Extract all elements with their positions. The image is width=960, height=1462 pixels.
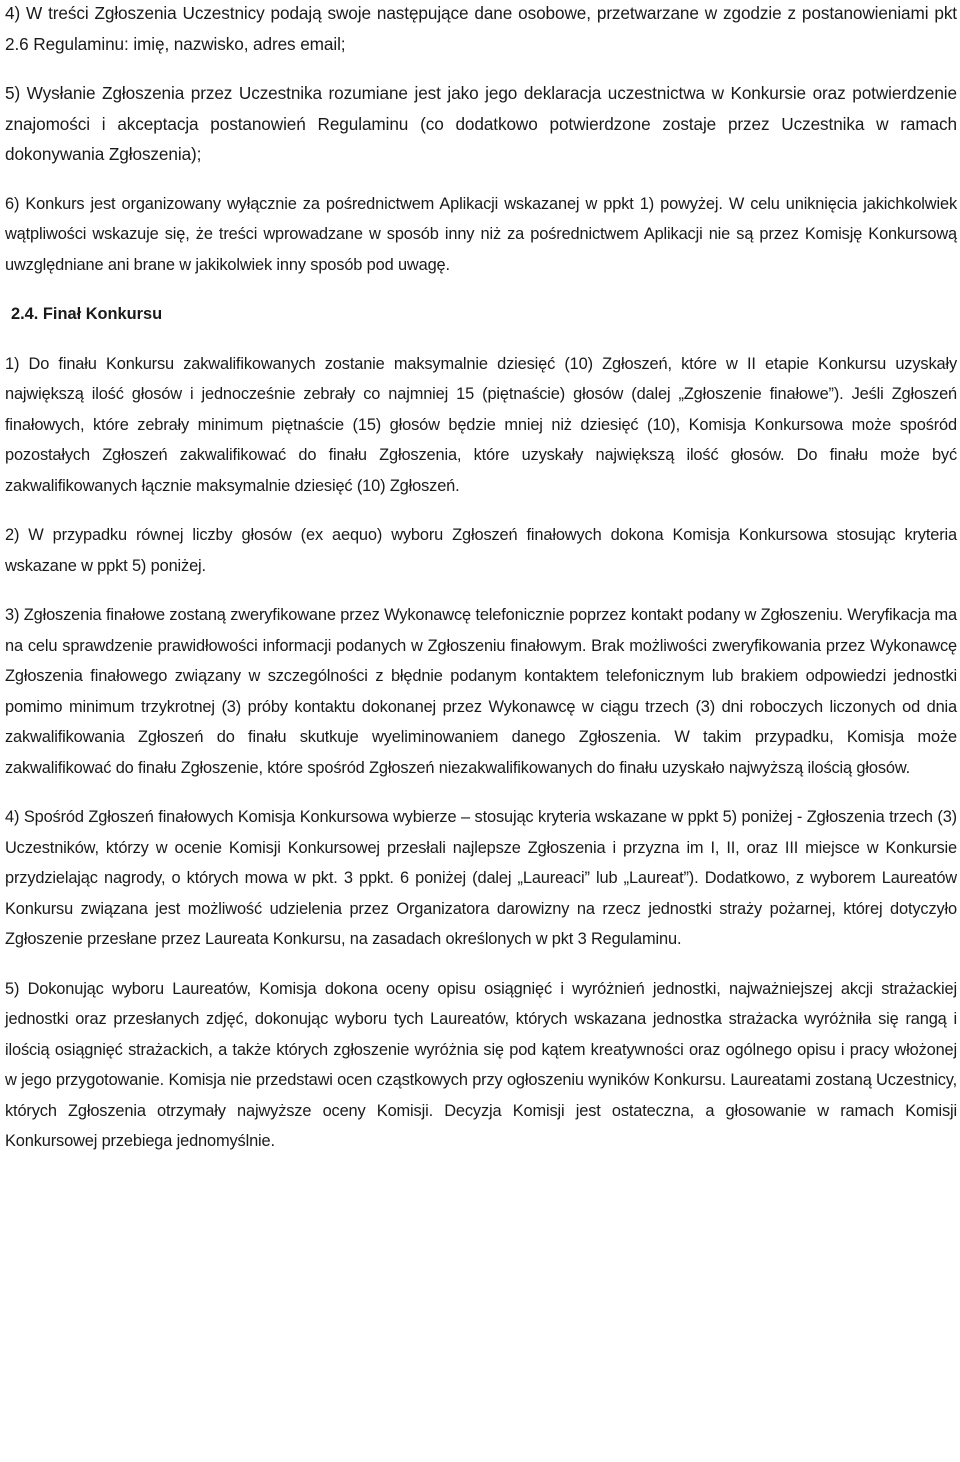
section-paragraph-2: 2) W przypadku równej liczby głosów (ex aequo) wyboru Zgłoszeń finałowych dokona Komisja Konkursowa stosując kryteria wskazane w ppkt 5) poniżej. xyxy=(5,526,957,575)
section-paragraph-5: 5) Dokonując wyboru Laureatów, Komisja dokona oceny opisu osiągnięć i wyróżnień jednostki, najważniejszej akcji strażackiej jednostki oraz przesłanych zdjęć, dokonując wyboru tych Laureatów, których wskazana jednostka strażacka wyróżniła się rangą i ilością osiągnięć strażackich, a także których zgłoszenie wyróżnia się pod kątem kreatywności oraz ogólnego opisu i pracy włożonej w jego przygotowanie. Komisja nie przedstawi ocen cząstkowych przy ogłoszeniu wyników Konkursu. Laureatami zostaną Uczestnicy, których Zgłoszenia otrzymały najwyższe oceny Komisji. Decyzja Komisji jest ostateczna, a głosowanie w ramach Komisji Konkursowej przebiega jednomyślnie. xyxy=(5,979,957,1150)
section-paragraph-3: 3) Zgłoszenia finałowe zostaną zweryfikowane przez Wykonawcę telefonicznie poprzez kontakt podany w Zgłoszeniu. Weryfikacja ma na celu sprawdzenie prawidłowości informacji podanych w Zgłoszeniu finałowym. Brak możliwości zweryfikowania przez Wykonawcę Zgłoszenia finałowego związany w szczególności z błędnie podanym kontaktem telefonicznym lub brakiem odpowiedzi jednostki pomimo minimum trzykrotnej (3) próby kontaktu dokonanej przez Wykonawcę w ciągu trzech (3) dni roboczych liczonych od dnia zakwalifikowania Zgłoszeń do finału skutkuje wyeliminowaniem danego Zgłoszenia. W takim przypadku, Komisja może zakwalifikować do finału Zgłoszenie, które spośród Zgłoszeń niezakwalifikowanych do finału uzyskało najwyższą ilością głosów. xyxy=(5,606,957,777)
document-page xyxy=(5,0,957,1157)
section-heading: 2.4. Finał Konkursu xyxy=(11,305,163,323)
paragraph-5: 5) Wysłanie Zgłoszenia przez Uczestnika rozumiane jest jako jego deklaracja uczestnictwa w Konkursie oraz potwierdzenie znajomości i akceptacja postanowień Regulaminu (co dodatkowo potwierdzone zostaje przez Uczestnika w ramach dokonywania Zgłoszenia); xyxy=(5,83,957,164)
section-paragraph-1: 1) Do finału Konkursu zakwalifikowanych zostanie maksymalnie dziesięć (10) Zgłoszeń, które w II etapie Konkursu uzyskały największą ilość głosów i jednocześnie zebrały co najmniej 15 (piętnaście) głosów (dalej „Zgłoszenie finałowe”). Jeśli Zgłoszeń finałowych, które zebrały minimum piętnaście (15) głosów będzie mniej niż dziesięć (10), Komisja Konkursowa może spośród pozostałych Zgłoszeń zakwalifikować do finału Zgłoszenia, które uzyskały największą ilość głosów. Do finału może być zakwalifikowanych łącznie maksymalnie dziesięć (10) Zgłoszeń. xyxy=(5,354,957,495)
paragraph-4: 4) W treści Zgłoszenia Uczestnicy podają swoje następujące dane osobowe, przetwarzane w zgodzie z postanowieniami pkt 2.6 Regulaminu: imię, nazwisko, adres email; xyxy=(5,3,957,54)
paragraph-6: 6) Konkurs jest organizowany wyłącznie za pośrednictwem Aplikacji wskazanej w ppkt 1) powyżej. W celu uniknięcia jakichkolwiek wątpliwości wskazuje się, że treści wprowadzane w sposób inny niż za pośrednictwem Aplikacji nie są przez Komisję Konkursową uwzględniane ani brane w jakikolwiek inny sposób pod uwagę. xyxy=(5,194,957,274)
section-paragraph-4: 4) Spośród Zgłoszeń finałowych Komisja Konkursowa wybierze – stosując kryteria wskazane w ppkt 5) poniżej - Zgłoszenia trzech (3) Uczestników, którzy w ocenie Komisji Konkursowej przesłali najlepsze Zgłoszenia i przyzna im I, II, oraz III miejsce w Konkursie przydzielając nagrody, o których mowa w pkt. 3 ppkt. 6 poniżej (dalej „Laureaci” lub „Laureat”). Dodatkowo, z wyborem Laureatów Konkursu związana jest możliwość udzielenia przez Organizatora darowizny na rzecz jednostki straży pożarnej, której dotyczyło Zgłoszenie przesłane przez Laureata Konkursu, na zasadach określonych w pkt 3 Regulaminu. xyxy=(5,808,957,948)
